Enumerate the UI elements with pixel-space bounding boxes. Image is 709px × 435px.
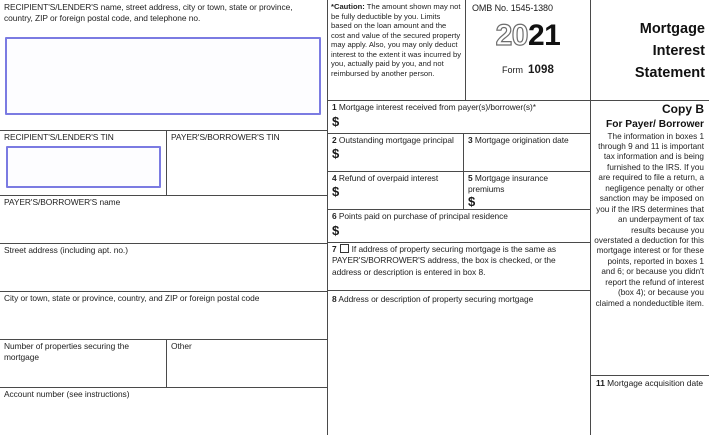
copy-b-heading: Copy B: [662, 102, 704, 116]
form-number: 1098: [528, 64, 554, 76]
omb-number: OMB No. 1545-1380: [472, 3, 553, 13]
box-6[interactable]: [328, 209, 590, 242]
box-6-currency: $: [332, 222, 340, 238]
form-number-line: [466, 64, 590, 76]
account-number-label: Account number (see instructions): [4, 389, 130, 399]
box-2-currency: $: [332, 145, 340, 161]
street-address-block[interactable]: [0, 243, 327, 291]
box-1-number: 1: [332, 102, 337, 112]
box-2-number: 2: [332, 135, 337, 145]
copy-b-block: [591, 100, 709, 375]
box-4-number: 4: [332, 173, 337, 183]
box-11[interactable]: [591, 375, 709, 435]
box-6-label: Points paid on purchase of principal residence: [336, 211, 508, 221]
box-2-label: Outstanding mortgage principal: [336, 135, 454, 145]
box-5-number: 5: [468, 173, 473, 183]
box-8-number: 8: [332, 294, 337, 304]
payer-name-label: PAYER'S/BORROWER'S name: [4, 197, 121, 207]
box-1-currency: $: [332, 113, 340, 129]
page-title: Mortgage Interest Statement: [634, 21, 705, 81]
box-10[interactable]: [167, 339, 327, 387]
box-4-label: Refund of overpaid interest: [336, 173, 439, 183]
box-10-label: Other: [171, 341, 192, 351]
form-word: Form: [502, 65, 523, 75]
city-state-zip-label: City or town, state or province, country, and ZIP or foreign postal code: [4, 293, 260, 303]
year-prefix: 20: [495, 19, 528, 52]
box-11-number: 11: [596, 378, 605, 388]
box-7-number: 7: [332, 244, 337, 254]
street-address-label: Street address (including apt. no.): [4, 245, 128, 255]
recipient-name-input[interactable]: [5, 37, 321, 115]
city-state-zip-block[interactable]: [0, 291, 327, 339]
box-7-label: If address of property securing mortgage is the same as PAYER'S/BORROWER'S address, the box is checked, or the address or description is entered in box 8.: [332, 244, 557, 277]
tax-year: [466, 20, 590, 52]
payer-tin-label: PAYER'S/BORROWER'S TIN: [171, 132, 280, 142]
copy-b-body-text: The information in boxes 1 through 9 and 11 is important tax information and is being furnished to the IRS. If you are required to file a return, a negligence penalty or other sanction may be imposed on you if the IRS determines that an underpayment of tax results because you overstated a deduction for this mortgage interest or for these points, reported in boxes 1 and 6; or because you didn't report the refund of interest (box 4); or because you claimed a nondeductible item.: [594, 131, 704, 308]
recipient-tin-label: RECIPIENT'S/LENDER'S TIN: [4, 132, 114, 142]
box-2[interactable]: [328, 133, 463, 171]
payer-name-block[interactable]: [0, 195, 327, 243]
box-4[interactable]: [328, 171, 463, 209]
omb-block: [466, 0, 590, 100]
box-9-label: Number of properties securing the mortgage: [4, 341, 129, 362]
account-number-block[interactable]: [0, 387, 327, 435]
box-8[interactable]: [328, 290, 590, 435]
year-suffix: 21: [528, 19, 561, 52]
caution-label: *Caution:: [331, 2, 365, 11]
box-7-checkbox[interactable]: [340, 244, 349, 253]
box-8-label: Address or description of property securing mortgage: [336, 294, 534, 304]
caution-text: The amount shown may not be fully deductible by you. Limits based on the loan amount and the cost and value of the secured property may apply. Also, you may only deduct interest to the extent it was incurred by you, actually paid by you, and not reimbursed by another person.: [331, 2, 462, 78]
box-3[interactable]: [464, 133, 590, 171]
recipient-tin-input[interactable]: [6, 146, 161, 188]
recipient-name-label: RECIPIENT'S/LENDER'S name, street address, city or town, state or province, country, ZIP or foreign postal code, and telephone no.: [4, 2, 293, 23]
box-5-label: Mortgage insurance premiums: [468, 173, 549, 194]
box-5[interactable]: [464, 171, 590, 209]
box-5-currency: $: [468, 194, 476, 209]
payer-tin-block[interactable]: [167, 130, 327, 195]
box-1-label: Mortgage interest received from payer(s)/borrower(s)*: [336, 102, 536, 112]
for-payer-heading: For Payer/ Borrower: [606, 119, 704, 130]
box-6-number: 6: [332, 211, 337, 221]
box-3-number: 3: [468, 135, 473, 145]
box-11-label: Mortgage acquisition date: [604, 378, 704, 388]
box-3-label: Mortgage origination date: [472, 135, 569, 145]
box-7[interactable]: [328, 242, 590, 290]
box-9[interactable]: [0, 339, 166, 387]
box-1[interactable]: [328, 100, 590, 133]
box-4-currency: $: [332, 183, 340, 199]
caution-block: [328, 0, 465, 100]
